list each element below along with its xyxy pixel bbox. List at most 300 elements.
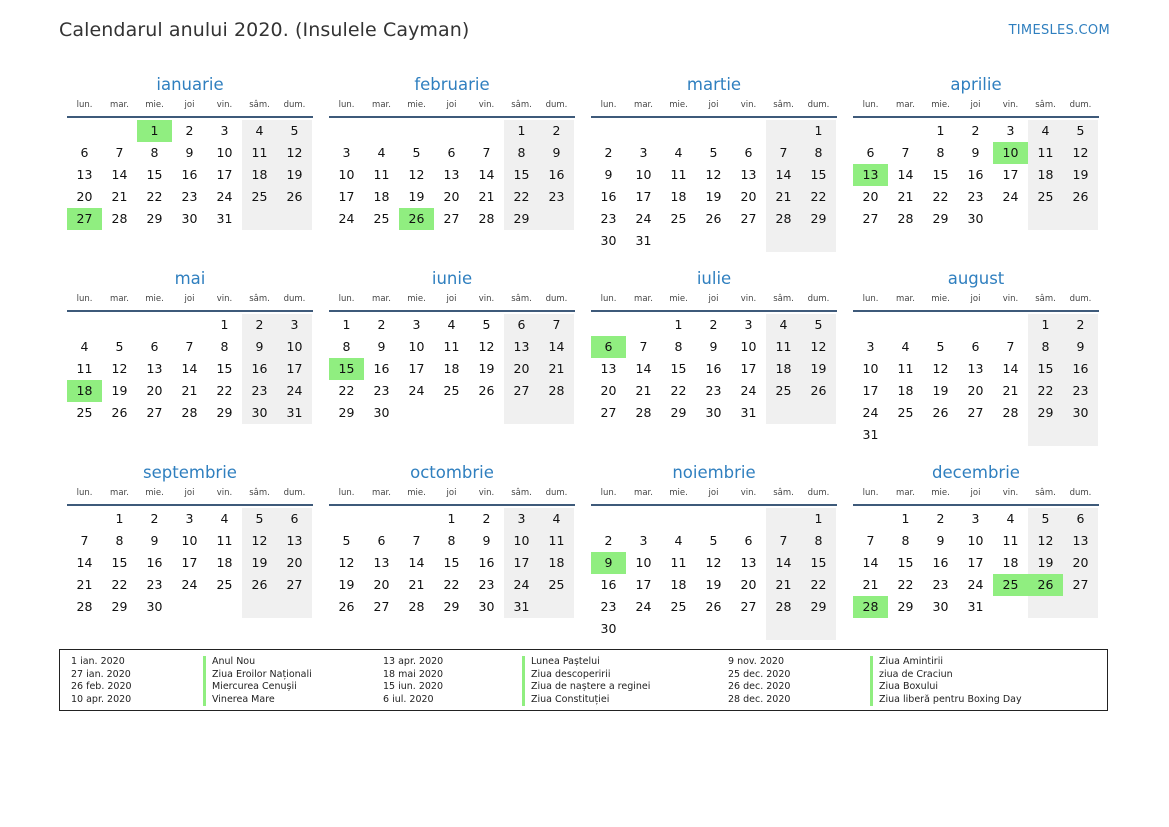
day-cell[interactable]: 27: [740, 599, 757, 614]
day-cell[interactable]: 23: [705, 383, 722, 398]
day-cell[interactable]: 26: [478, 383, 495, 398]
day-cell[interactable]: 14: [539, 336, 574, 358]
day-cell[interactable]: 9: [539, 142, 574, 164]
day-cell[interactable]: 21: [76, 577, 93, 592]
day-cell[interactable]: 25: [242, 186, 277, 208]
day-cell[interactable]: 4: [80, 339, 89, 354]
day-cell[interactable]: 16: [181, 167, 198, 182]
day-cell[interactable]: 3: [220, 123, 229, 138]
day-cell[interactable]: 26: [277, 186, 312, 208]
day-cell[interactable]: 9: [150, 533, 159, 548]
day-cell[interactable]: 3: [1006, 123, 1015, 138]
day-cell[interactable]: 26: [242, 574, 277, 596]
day-cell[interactable]: 17: [216, 167, 233, 182]
day-cell[interactable]: 19: [111, 383, 128, 398]
day-cell[interactable]: 15: [670, 361, 687, 376]
day-cell[interactable]: 11: [373, 167, 390, 182]
day-cell[interactable]: 1: [115, 511, 124, 526]
day-cell[interactable]: 10: [862, 361, 879, 376]
day-cell[interactable]: 8: [220, 339, 229, 354]
day-cell[interactable]: 4: [674, 145, 683, 160]
day-cell[interactable]: 2: [971, 123, 980, 138]
day-cell[interactable]: 6: [80, 145, 89, 160]
day-cell[interactable]: 25: [373, 211, 390, 226]
day-cell[interactable]: 7: [766, 530, 801, 552]
day-cell[interactable]: 14: [766, 164, 801, 186]
day-cell[interactable]: 13: [443, 167, 460, 182]
day-cell[interactable]: 8: [801, 142, 836, 164]
day-cell[interactable]: 24: [1002, 189, 1019, 204]
day-cell[interactable]: 11: [1002, 533, 1019, 548]
day-cell[interactable]: 16: [932, 555, 949, 570]
day-cell[interactable]: 21: [478, 189, 495, 204]
day-cell[interactable]: 28: [635, 405, 652, 420]
holiday-day-cell[interactable]: 15: [329, 358, 364, 380]
day-cell[interactable]: 24: [635, 211, 652, 226]
day-cell[interactable]: 29: [338, 405, 355, 420]
day-cell[interactable]: 4: [220, 511, 229, 526]
day-cell[interactable]: 19: [478, 361, 495, 376]
day-cell[interactable]: 12: [408, 167, 425, 182]
day-cell[interactable]: 5: [412, 145, 421, 160]
day-cell[interactable]: 8: [1028, 336, 1063, 358]
day-cell[interactable]: 13: [373, 555, 390, 570]
day-cell[interactable]: 29: [1028, 402, 1063, 424]
day-cell[interactable]: 23: [146, 577, 163, 592]
day-cell[interactable]: 12: [277, 142, 312, 164]
day-cell[interactable]: 24: [181, 577, 198, 592]
day-cell[interactable]: 16: [373, 361, 390, 376]
day-cell[interactable]: 4: [377, 145, 386, 160]
day-cell[interactable]: 30: [181, 211, 198, 226]
day-cell[interactable]: 21: [1002, 383, 1019, 398]
day-cell[interactable]: 14: [635, 361, 652, 376]
day-cell[interactable]: 2: [242, 314, 277, 336]
day-cell[interactable]: 18: [766, 358, 801, 380]
day-cell[interactable]: 27: [146, 405, 163, 420]
holiday-day-cell[interactable]: 18: [67, 380, 102, 402]
day-cell[interactable]: 1: [801, 508, 836, 530]
day-cell[interactable]: 25: [443, 383, 460, 398]
day-cell[interactable]: 12: [705, 555, 722, 570]
day-cell[interactable]: 8: [504, 142, 539, 164]
day-cell[interactable]: 3: [639, 533, 648, 548]
day-cell[interactable]: 31: [504, 596, 539, 618]
day-cell[interactable]: 16: [705, 361, 722, 376]
day-cell[interactable]: 28: [111, 211, 128, 226]
day-cell[interactable]: 12: [478, 339, 495, 354]
day-cell[interactable]: 23: [600, 599, 617, 614]
holiday-day-cell[interactable]: 13: [853, 164, 888, 186]
day-cell[interactable]: 29: [897, 599, 914, 614]
day-cell[interactable]: 30: [1063, 402, 1098, 424]
day-cell[interactable]: 31: [277, 402, 312, 424]
brand-link[interactable]: TIMESLES.COM: [1008, 23, 1110, 38]
day-cell[interactable]: 24: [216, 189, 233, 204]
day-cell[interactable]: 8: [447, 533, 456, 548]
day-cell[interactable]: 19: [277, 164, 312, 186]
day-cell[interactable]: 10: [338, 167, 355, 182]
day-cell[interactable]: 12: [242, 530, 277, 552]
day-cell[interactable]: 29: [216, 405, 233, 420]
day-cell[interactable]: 22: [932, 189, 949, 204]
day-cell[interactable]: 14: [408, 555, 425, 570]
holiday-day-cell[interactable]: 25: [993, 574, 1028, 596]
day-cell[interactable]: 2: [150, 511, 159, 526]
day-cell[interactable]: 17: [635, 577, 652, 592]
day-cell[interactable]: 4: [1006, 511, 1015, 526]
day-cell[interactable]: 28: [478, 211, 495, 226]
day-cell[interactable]: 16: [967, 167, 984, 182]
day-cell[interactable]: 10: [277, 336, 312, 358]
day-cell[interactable]: 27: [443, 211, 460, 226]
day-cell[interactable]: 2: [539, 120, 574, 142]
day-cell[interactable]: 10: [504, 530, 539, 552]
day-cell[interactable]: 24: [635, 599, 652, 614]
day-cell[interactable]: 23: [478, 577, 495, 592]
day-cell[interactable]: 7: [185, 339, 194, 354]
day-cell[interactable]: 22: [897, 577, 914, 592]
day-cell[interactable]: 23: [539, 186, 574, 208]
day-cell[interactable]: 7: [639, 339, 648, 354]
day-cell[interactable]: 1: [220, 317, 229, 332]
day-cell[interactable]: 1: [342, 317, 351, 332]
day-cell[interactable]: 13: [504, 336, 539, 358]
day-cell[interactable]: 24: [967, 577, 984, 592]
day-cell[interactable]: 29: [443, 599, 460, 614]
day-cell[interactable]: 18: [670, 577, 687, 592]
day-cell[interactable]: 28: [408, 599, 425, 614]
day-cell[interactable]: 9: [482, 533, 491, 548]
day-cell[interactable]: 3: [342, 145, 351, 160]
day-cell[interactable]: 3: [504, 508, 539, 530]
day-cell[interactable]: 5: [1028, 508, 1063, 530]
day-cell[interactable]: 17: [338, 189, 355, 204]
day-cell[interactable]: 11: [443, 339, 460, 354]
day-cell[interactable]: 9: [377, 339, 386, 354]
day-cell[interactable]: 22: [504, 186, 539, 208]
day-cell[interactable]: 22: [216, 383, 233, 398]
day-cell[interactable]: 17: [504, 552, 539, 574]
day-cell[interactable]: 1: [801, 120, 836, 142]
day-cell[interactable]: 21: [539, 358, 574, 380]
day-cell[interactable]: 26: [111, 405, 128, 420]
day-cell[interactable]: 27: [740, 211, 757, 226]
day-cell[interactable]: 14: [862, 555, 879, 570]
day-cell[interactable]: 4: [1028, 120, 1063, 142]
day-cell[interactable]: 11: [766, 336, 801, 358]
day-cell[interactable]: 12: [1063, 142, 1098, 164]
day-cell[interactable]: 19: [705, 189, 722, 204]
day-cell[interactable]: 8: [115, 533, 124, 548]
day-cell[interactable]: 6: [971, 339, 980, 354]
day-cell[interactable]: 11: [242, 142, 277, 164]
day-cell[interactable]: 25: [766, 380, 801, 402]
day-cell[interactable]: 27: [504, 380, 539, 402]
day-cell[interactable]: 15: [801, 552, 836, 574]
day-cell[interactable]: 23: [967, 189, 984, 204]
day-cell[interactable]: 9: [1063, 336, 1098, 358]
day-cell[interactable]: 4: [539, 508, 574, 530]
day-cell[interactable]: 24: [277, 380, 312, 402]
day-cell[interactable]: 8: [150, 145, 159, 160]
day-cell[interactable]: 31: [862, 427, 879, 442]
day-cell[interactable]: 1: [901, 511, 910, 526]
day-cell[interactable]: 2: [936, 511, 945, 526]
day-cell[interactable]: 6: [377, 533, 386, 548]
day-cell[interactable]: 19: [242, 552, 277, 574]
day-cell[interactable]: 19: [408, 189, 425, 204]
day-cell[interactable]: 31: [740, 405, 757, 420]
holiday-day-cell[interactable]: 26: [1028, 574, 1063, 596]
day-cell[interactable]: 12: [705, 167, 722, 182]
day-cell[interactable]: 29: [504, 208, 539, 230]
day-cell[interactable]: 19: [932, 383, 949, 398]
day-cell[interactable]: 15: [1028, 358, 1063, 380]
day-cell[interactable]: 2: [604, 533, 613, 548]
day-cell[interactable]: 21: [111, 189, 128, 204]
day-cell[interactable]: 31: [216, 211, 233, 226]
day-cell[interactable]: 20: [967, 383, 984, 398]
day-cell[interactable]: 28: [766, 208, 801, 230]
day-cell[interactable]: 11: [1028, 142, 1063, 164]
day-cell[interactable]: 4: [242, 120, 277, 142]
day-cell[interactable]: 18: [216, 555, 233, 570]
day-cell[interactable]: 20: [1063, 552, 1098, 574]
day-cell[interactable]: 25: [670, 599, 687, 614]
day-cell[interactable]: 3: [971, 511, 980, 526]
day-cell[interactable]: 5: [482, 317, 491, 332]
day-cell[interactable]: 14: [76, 555, 93, 570]
day-cell[interactable]: 8: [674, 339, 683, 354]
day-cell[interactable]: 17: [740, 361, 757, 376]
day-cell[interactable]: 25: [1028, 186, 1063, 208]
day-cell[interactable]: 28: [539, 380, 574, 402]
day-cell[interactable]: 28: [897, 211, 914, 226]
day-cell[interactable]: 19: [338, 577, 355, 592]
day-cell[interactable]: 22: [443, 577, 460, 592]
day-cell[interactable]: 12: [338, 555, 355, 570]
day-cell[interactable]: 2: [185, 123, 194, 138]
day-cell[interactable]: 22: [801, 574, 836, 596]
day-cell[interactable]: 17: [862, 383, 879, 398]
day-cell[interactable]: 12: [801, 336, 836, 358]
day-cell[interactable]: 10: [181, 533, 198, 548]
day-cell[interactable]: 4: [447, 317, 456, 332]
day-cell[interactable]: 8: [801, 530, 836, 552]
day-cell[interactable]: 27: [1063, 574, 1098, 596]
day-cell[interactable]: 27: [600, 405, 617, 420]
day-cell[interactable]: 5: [709, 145, 718, 160]
day-cell[interactable]: 24: [338, 211, 355, 226]
day-cell[interactable]: 13: [740, 167, 757, 182]
day-cell[interactable]: 30: [967, 211, 984, 226]
day-cell[interactable]: 8: [901, 533, 910, 548]
day-cell[interactable]: 30: [242, 402, 277, 424]
day-cell[interactable]: 20: [146, 383, 163, 398]
day-cell[interactable]: 7: [482, 145, 491, 160]
day-cell[interactable]: 2: [1063, 314, 1098, 336]
day-cell[interactable]: 15: [216, 361, 233, 376]
day-cell[interactable]: 16: [539, 164, 574, 186]
day-cell[interactable]: 11: [670, 555, 687, 570]
day-cell[interactable]: 15: [443, 555, 460, 570]
day-cell[interactable]: 15: [146, 167, 163, 182]
day-cell[interactable]: 29: [932, 211, 949, 226]
day-cell[interactable]: 27: [967, 405, 984, 420]
day-cell[interactable]: 10: [408, 339, 425, 354]
day-cell[interactable]: 31: [967, 599, 984, 614]
day-cell[interactable]: 18: [670, 189, 687, 204]
day-cell[interactable]: 24: [740, 383, 757, 398]
day-cell[interactable]: 6: [744, 145, 753, 160]
day-cell[interactable]: 10: [740, 339, 757, 354]
day-cell[interactable]: 9: [709, 339, 718, 354]
day-cell[interactable]: 4: [674, 533, 683, 548]
day-cell[interactable]: 22: [111, 577, 128, 592]
day-cell[interactable]: 22: [801, 186, 836, 208]
day-cell[interactable]: 6: [744, 533, 753, 548]
day-cell[interactable]: 29: [801, 208, 836, 230]
day-cell[interactable]: 6: [1063, 508, 1098, 530]
day-cell[interactable]: 6: [150, 339, 159, 354]
day-cell[interactable]: 9: [936, 533, 945, 548]
day-cell[interactable]: 7: [1006, 339, 1015, 354]
day-cell[interactable]: 20: [443, 189, 460, 204]
day-cell[interactable]: 10: [967, 533, 984, 548]
day-cell[interactable]: 5: [342, 533, 351, 548]
day-cell[interactable]: 7: [539, 314, 574, 336]
day-cell[interactable]: 15: [504, 164, 539, 186]
holiday-day-cell[interactable]: 10: [993, 142, 1028, 164]
day-cell[interactable]: 16: [242, 358, 277, 380]
day-cell[interactable]: 8: [936, 145, 945, 160]
day-cell[interactable]: 7: [412, 533, 421, 548]
day-cell[interactable]: 29: [111, 599, 128, 614]
day-cell[interactable]: 31: [635, 233, 652, 248]
day-cell[interactable]: 6: [447, 145, 456, 160]
day-cell[interactable]: 25: [76, 405, 93, 420]
day-cell[interactable]: 9: [242, 336, 277, 358]
day-cell[interactable]: 9: [604, 167, 613, 182]
day-cell[interactable]: 14: [111, 167, 128, 182]
day-cell[interactable]: 27: [862, 211, 879, 226]
day-cell[interactable]: 30: [600, 233, 617, 248]
day-cell[interactable]: 15: [801, 164, 836, 186]
holiday-day-cell[interactable]: 26: [399, 208, 434, 230]
day-cell[interactable]: 28: [76, 599, 93, 614]
day-cell[interactable]: 3: [412, 317, 421, 332]
day-cell[interactable]: 29: [670, 405, 687, 420]
day-cell[interactable]: 9: [971, 145, 980, 160]
day-cell[interactable]: 24: [408, 383, 425, 398]
day-cell[interactable]: 2: [377, 317, 386, 332]
day-cell[interactable]: 14: [766, 552, 801, 574]
day-cell[interactable]: 30: [478, 599, 495, 614]
day-cell[interactable]: 16: [478, 555, 495, 570]
day-cell[interactable]: 14: [181, 361, 198, 376]
day-cell[interactable]: 19: [1028, 552, 1063, 574]
day-cell[interactable]: 1: [447, 511, 456, 526]
day-cell[interactable]: 5: [801, 314, 836, 336]
day-cell[interactable]: 3: [277, 314, 312, 336]
day-cell[interactable]: 21: [897, 189, 914, 204]
day-cell[interactable]: 2: [709, 317, 718, 332]
day-cell[interactable]: 7: [80, 533, 89, 548]
day-cell[interactable]: 26: [705, 599, 722, 614]
day-cell[interactable]: 22: [670, 383, 687, 398]
day-cell[interactable]: 8: [342, 339, 351, 354]
day-cell[interactable]: 20: [504, 358, 539, 380]
day-cell[interactable]: 13: [76, 167, 93, 182]
day-cell[interactable]: 7: [866, 533, 875, 548]
day-cell[interactable]: 30: [932, 599, 949, 614]
day-cell[interactable]: 23: [1063, 380, 1098, 402]
day-cell[interactable]: 15: [897, 555, 914, 570]
day-cell[interactable]: 20: [740, 577, 757, 592]
day-cell[interactable]: 20: [76, 189, 93, 204]
day-cell[interactable]: 26: [801, 380, 836, 402]
day-cell[interactable]: 11: [216, 533, 233, 548]
day-cell[interactable]: 24: [504, 574, 539, 596]
day-cell[interactable]: 20: [277, 552, 312, 574]
day-cell[interactable]: 23: [932, 577, 949, 592]
day-cell[interactable]: 19: [705, 577, 722, 592]
day-cell[interactable]: 19: [1063, 164, 1098, 186]
day-cell[interactable]: 17: [408, 361, 425, 376]
day-cell[interactable]: 1: [936, 123, 945, 138]
day-cell[interactable]: 25: [897, 405, 914, 420]
day-cell[interactable]: 30: [373, 405, 390, 420]
day-cell[interactable]: 1: [674, 317, 683, 332]
holiday-day-cell[interactable]: 9: [591, 552, 626, 574]
day-cell[interactable]: 28: [181, 405, 198, 420]
day-cell[interactable]: 10: [216, 145, 233, 160]
day-cell[interactable]: 5: [936, 339, 945, 354]
day-cell[interactable]: 17: [181, 555, 198, 570]
day-cell[interactable]: 1: [1028, 314, 1063, 336]
day-cell[interactable]: 26: [338, 599, 355, 614]
day-cell[interactable]: 6: [277, 508, 312, 530]
day-cell[interactable]: 13: [1063, 530, 1098, 552]
day-cell[interactable]: 7: [901, 145, 910, 160]
day-cell[interactable]: 6: [504, 314, 539, 336]
day-cell[interactable]: 21: [408, 577, 425, 592]
day-cell[interactable]: 14: [897, 167, 914, 182]
day-cell[interactable]: 10: [635, 555, 652, 570]
day-cell[interactable]: 29: [146, 211, 163, 226]
day-cell[interactable]: 26: [932, 405, 949, 420]
day-cell[interactable]: 9: [185, 145, 194, 160]
day-cell[interactable]: 27: [277, 574, 312, 596]
day-cell[interactable]: 1: [504, 120, 539, 142]
day-cell[interactable]: 30: [146, 599, 163, 614]
day-cell[interactable]: 21: [181, 383, 198, 398]
day-cell[interactable]: 19: [801, 358, 836, 380]
day-cell[interactable]: 14: [478, 167, 495, 182]
day-cell[interactable]: 22: [146, 189, 163, 204]
day-cell[interactable]: 5: [1063, 120, 1098, 142]
day-cell[interactable]: 27: [373, 599, 390, 614]
day-cell[interactable]: 30: [600, 621, 617, 636]
day-cell[interactable]: 5: [242, 508, 277, 530]
holiday-day-cell[interactable]: 28: [853, 596, 888, 618]
day-cell[interactable]: 21: [766, 574, 801, 596]
day-cell[interactable]: 12: [1028, 530, 1063, 552]
day-cell[interactable]: 7: [115, 145, 124, 160]
day-cell[interactable]: 20: [862, 189, 879, 204]
day-cell[interactable]: 23: [600, 211, 617, 226]
